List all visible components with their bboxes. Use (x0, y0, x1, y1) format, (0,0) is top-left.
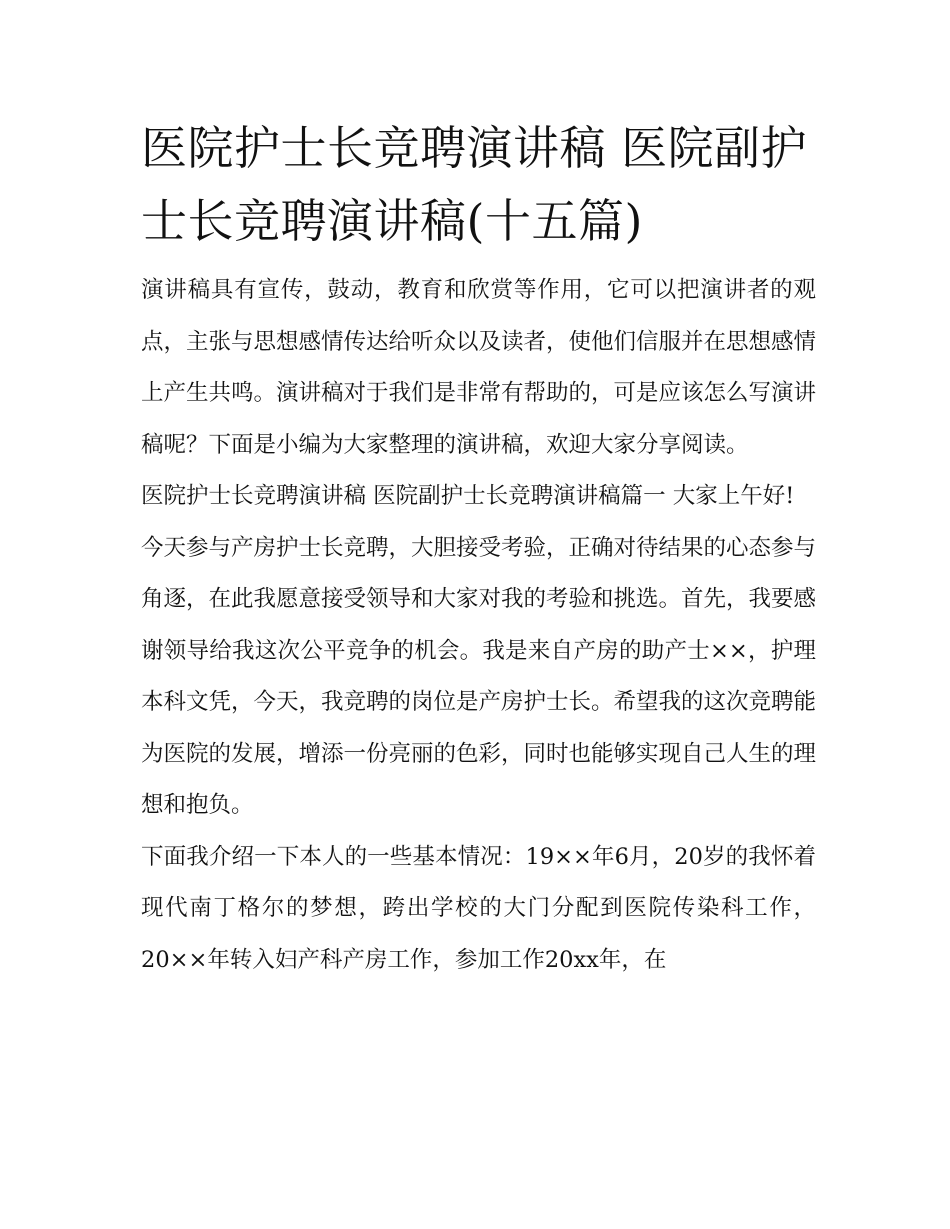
paragraph-self-introduction: 今天参与产房护士长竞聘，大胆接受考验，正确对待结果的心态参与角逐，在此我愿意接受领导和大家对我的考验和挑选。首先，我要感谢领导给我这次公平竞争的机会。我是来自产房的助产士××，护理本科文凭，今天，我竞聘的岗位是产房护士长。希望我的这次竞聘能为医院的发展，增添一份亮丽的色彩，同时也能够实现自己人生的理想和抱负。 (141, 534, 817, 818)
document-title: 医院护士长竞聘演讲稿 医院副护士长竞聘演讲稿(十五篇) (141, 121, 808, 248)
paragraph-basic-information: 下面我介绍一下本人的一些基本情况：19××年6月，20岁的我怀着现代南丁格尔的梦想，跨出学校的大门分配到医院传染科工作，20××年转入妇产科产房工作，参加工作20xx年，在 (141, 843, 816, 973)
document-body (141, 112, 816, 986)
paragraph-heading-greeting: 医院护士长竞聘演讲稿 医院副护士长竞聘演讲稿篇一 大家上午好! (141, 483, 795, 509)
paragraph-intro: 演讲稿具有宣传，鼓动，教育和欣赏等作用，它可以把演讲者的观点，主张与思想感情传达给听众以及读者，使他们信服并在思想感情上产生共鸣。演讲稿对于我们是非常有帮助的，可是应该怎么写演讲稿呢？下面是小编为大家整理的演讲稿，欢迎大家分享阅读。 (141, 277, 817, 458)
